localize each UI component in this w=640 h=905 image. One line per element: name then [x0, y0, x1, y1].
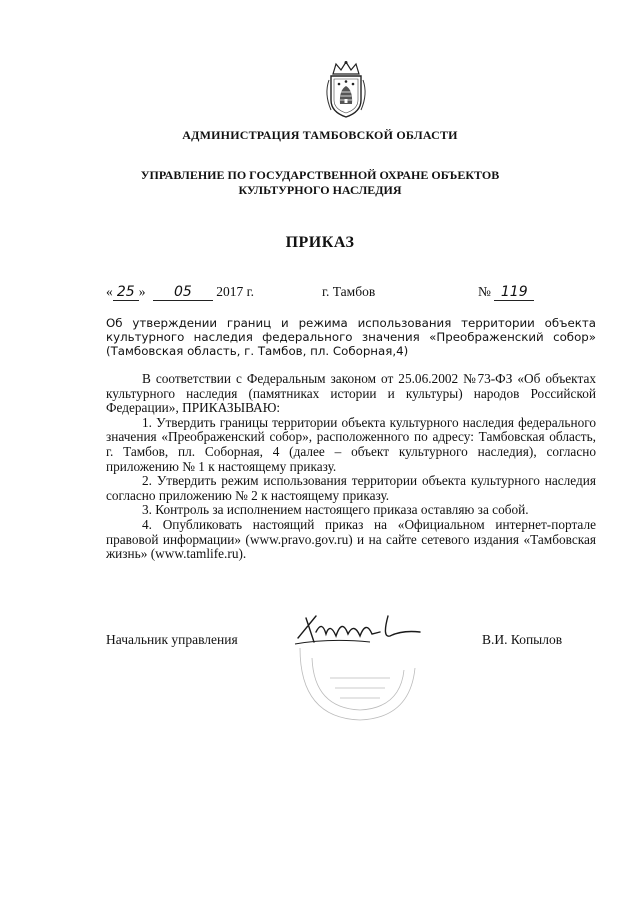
body-item-4: 4. Опубликовать настоящий приказ на «Официальном интернет-портале правовой информации» (www.pravo.gov.ru) и на сайте сетевого издания «Тамбовская жизнь» (www.tamlife.ru). — [106, 516, 596, 562]
date-year: 2017 г. — [216, 284, 255, 299]
date-month: 05 — [153, 284, 213, 301]
organization-title: АДМИНИСТРАЦИЯ ТАМБОВСКОЙ ОБЛАСТИ — [182, 128, 458, 142]
department-line-2: КУЛЬТУРНОГО НАСЛЕДИЯ — [238, 183, 402, 197]
body-item-1: 1. Утвердить границы территории объекта культурного наследия федерального значения «Преображенский собор», расположенного по адресу: Тамбовская область, г. Тамбов, пл. Соборная, 4 (далее – объект культурного наследия), согласно приложению № 1 к настоящему приказу. — [106, 414, 596, 474]
order-body — [106, 372, 596, 562]
order-number — [478, 284, 534, 304]
city: г. Тамбов — [322, 284, 376, 299]
body-item-2: 2. Утвердить режим использования территории объекта культурного наследия согласно приложению № 2 к настоящему приказу. — [106, 473, 596, 503]
order-subject: Об утверждении границ и режима использования территории объекта культурного наследия федерального значения «Преображенский собор» (Тамбовская область, г. Тамбов, пл. Соборная,4) — [106, 316, 596, 358]
number-label: № — [478, 284, 491, 299]
number-value: 119 — [494, 284, 534, 301]
body-intro: В соответствии с Федеральным законом от 25.06.2002 №73-ФЗ «Об объектах культурного наследия (памятниках истории и культуры) народов Российской Федерации», ПРИКАЗЫВАЮ: — [106, 371, 596, 416]
body-item-3: 3. Контроль за исполнением настоящего приказа оставляю за собой. — [142, 502, 529, 518]
date-field: « 25 » 05 2017 г. — [106, 284, 255, 300]
document-type: ПРИКАЗ — [285, 234, 355, 251]
date-day: 25 — [113, 284, 139, 301]
signer-position: Начальник управления — [106, 632, 238, 647]
coat-of-arms-icon — [323, 60, 369, 120]
department-line-1: УПРАВЛЕНИЕ ПО ГОСУДАРСТВЕННОЙ ОХРАНЕ ОБЪЕКТОВ — [140, 168, 500, 182]
department-title — [0, 168, 640, 198]
signer-name: В.И. Копылов — [482, 632, 563, 647]
handwritten-signature-icon — [290, 608, 440, 728]
